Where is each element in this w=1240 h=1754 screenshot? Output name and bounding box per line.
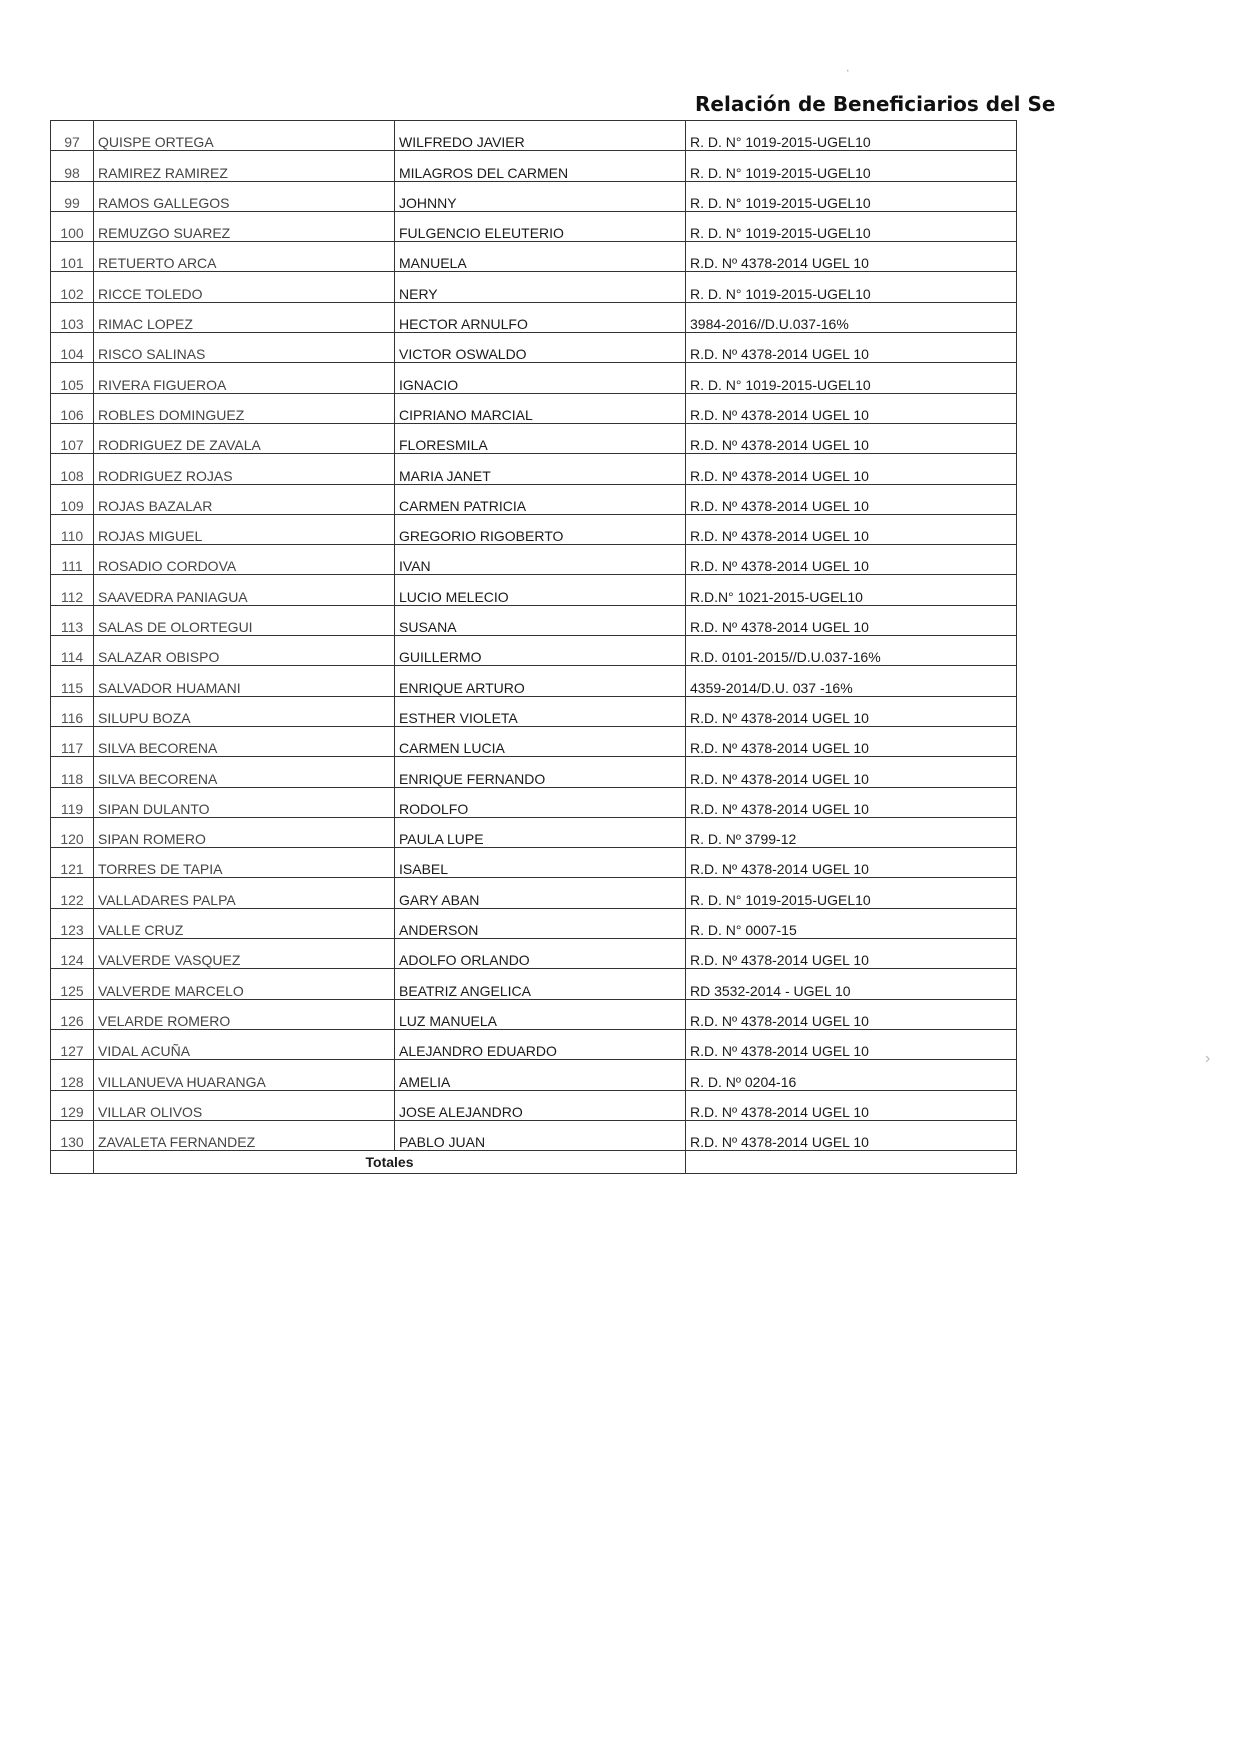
given-names-cell: MILAGROS DEL CARMEN	[395, 151, 686, 181]
surname-cell: VILLAR OLIVOS	[94, 1090, 395, 1120]
resolution-cell: R.D. Nº 4378-2014 UGEL 10	[686, 484, 1017, 514]
row-number: 120	[51, 817, 94, 847]
row-number: 104	[51, 333, 94, 363]
row-number: 126	[51, 999, 94, 1029]
resolution-cell: R.D. Nº 4378-2014 UGEL 10	[686, 939, 1017, 969]
totals-row	[51, 1151, 1017, 1174]
resolution-cell: R.D. Nº 4378-2014 UGEL 10	[686, 696, 1017, 726]
row-number: 100	[51, 211, 94, 241]
row-number: 103	[51, 302, 94, 332]
beneficiaries-table-body	[51, 121, 1017, 1174]
row-number: 124	[51, 939, 94, 969]
surname-cell: RAMOS GALLEGOS	[94, 181, 395, 211]
table-row	[51, 272, 1017, 302]
row-number: 116	[51, 696, 94, 726]
surname-cell: VALLE CRUZ	[94, 908, 395, 938]
row-number: 111	[51, 545, 94, 575]
table-row	[51, 302, 1017, 332]
surname-cell: VALVERDE MARCELO	[94, 969, 395, 999]
row-number: 113	[51, 605, 94, 635]
resolution-cell: R.D. Nº 4378-2014 UGEL 10	[686, 1120, 1017, 1150]
row-number: 130	[51, 1120, 94, 1150]
table-row	[51, 757, 1017, 787]
table-row	[51, 787, 1017, 817]
resolution-cell: R.D. Nº 4378-2014 UGEL 10	[686, 1029, 1017, 1059]
resolution-cell: R.D. 0101-2015//D.U.037-16%	[686, 636, 1017, 666]
given-names-cell: ANDERSON	[395, 908, 686, 938]
given-names-cell: JOSE ALEJANDRO	[395, 1090, 686, 1120]
totals-empty-cell	[51, 1151, 94, 1174]
surname-cell: SIPAN ROMERO	[94, 817, 395, 847]
given-names-cell: RODOLFO	[395, 787, 686, 817]
given-names-cell: JOHNNY	[395, 181, 686, 211]
table-row	[51, 969, 1017, 999]
resolution-cell: 4359-2014/D.U. 037 -16%	[686, 666, 1017, 696]
given-names-cell: ALEJANDRO EDUARDO	[395, 1029, 686, 1059]
table-row	[51, 666, 1017, 696]
given-names-cell: BEATRIZ ANGELICA	[395, 969, 686, 999]
table-row	[51, 211, 1017, 241]
beneficiaries-table	[50, 120, 1017, 1174]
row-number: 123	[51, 908, 94, 938]
table-row	[51, 1060, 1017, 1090]
row-number: 117	[51, 726, 94, 756]
row-number: 121	[51, 848, 94, 878]
given-names-cell: PABLO JUAN	[395, 1120, 686, 1150]
resolution-cell: R. D. N° 1019-2015-UGEL10	[686, 181, 1017, 211]
given-names-cell: ADOLFO ORLANDO	[395, 939, 686, 969]
table-row	[51, 817, 1017, 847]
resolution-cell: R.D. Nº 4378-2014 UGEL 10	[686, 605, 1017, 635]
row-number: 101	[51, 242, 94, 272]
scan-mark: ›	[1205, 1050, 1211, 1067]
surname-cell: ROBLES DOMINGUEZ	[94, 393, 395, 423]
table-row	[51, 696, 1017, 726]
given-names-cell: FULGENCIO ELEUTERIO	[395, 211, 686, 241]
row-number: 112	[51, 575, 94, 605]
table-row	[51, 575, 1017, 605]
row-number: 128	[51, 1060, 94, 1090]
resolution-cell: R.D. Nº 4378-2014 UGEL 10	[686, 454, 1017, 484]
surname-cell: RIMAC LOPEZ	[94, 302, 395, 332]
given-names-cell: HECTOR ARNULFO	[395, 302, 686, 332]
table-row	[51, 1120, 1017, 1150]
surname-cell: VIDAL ACUÑA	[94, 1029, 395, 1059]
table-row	[51, 121, 1017, 151]
table-row	[51, 848, 1017, 878]
given-names-cell: CARMEN LUCIA	[395, 726, 686, 756]
given-names-cell: GREGORIO RIGOBERTO	[395, 514, 686, 544]
row-number: 127	[51, 1029, 94, 1059]
given-names-cell: GARY ABAN	[395, 878, 686, 908]
resolution-cell: R.D.N° 1021-2015-UGEL10	[686, 575, 1017, 605]
surname-cell: RAMIREZ RAMIREZ	[94, 151, 395, 181]
given-names-cell: IVAN	[395, 545, 686, 575]
resolution-cell: R. D. N° 1019-2015-UGEL10	[686, 211, 1017, 241]
table-row	[51, 363, 1017, 393]
resolution-cell: R.D. Nº 4378-2014 UGEL 10	[686, 242, 1017, 272]
surname-cell: RICCE TOLEDO	[94, 272, 395, 302]
table-row	[51, 333, 1017, 363]
table-row	[51, 908, 1017, 938]
surname-cell: SIPAN DULANTO	[94, 787, 395, 817]
given-names-cell: CARMEN PATRICIA	[395, 484, 686, 514]
surname-cell: VILLANUEVA HUARANGA	[94, 1060, 395, 1090]
surname-cell: REMUZGO SUAREZ	[94, 211, 395, 241]
resolution-cell: R.D. Nº 4378-2014 UGEL 10	[686, 545, 1017, 575]
given-names-cell: ENRIQUE ARTURO	[395, 666, 686, 696]
given-names-cell: NERY	[395, 272, 686, 302]
given-names-cell: MANUELA	[395, 242, 686, 272]
scan-mark: ·	[845, 62, 851, 79]
table-row	[51, 514, 1017, 544]
resolution-cell: R.D. Nº 4378-2014 UGEL 10	[686, 423, 1017, 453]
row-number: 106	[51, 393, 94, 423]
surname-cell: SALAS DE OLORTEGUI	[94, 605, 395, 635]
given-names-cell: PAULA LUPE	[395, 817, 686, 847]
resolution-cell: R. D. Nº 3799-12	[686, 817, 1017, 847]
surname-cell: TORRES DE TAPIA	[94, 848, 395, 878]
table-row	[51, 454, 1017, 484]
given-names-cell: MARIA JANET	[395, 454, 686, 484]
table-row	[51, 393, 1017, 423]
document-title: Relación de Beneficiarios del Se	[695, 92, 1056, 116]
surname-cell: RETUERTO ARCA	[94, 242, 395, 272]
totals-value-cell	[686, 1151, 1017, 1174]
table-row	[51, 939, 1017, 969]
table-row	[51, 484, 1017, 514]
given-names-cell: ESTHER VIOLETA	[395, 696, 686, 726]
given-names-cell: AMELIA	[395, 1060, 686, 1090]
row-number: 98	[51, 151, 94, 181]
surname-cell: VELARDE ROMERO	[94, 999, 395, 1029]
surname-cell: ROJAS BAZALAR	[94, 484, 395, 514]
row-number: 110	[51, 514, 94, 544]
table-row	[51, 636, 1017, 666]
resolution-cell: R.D. Nº 4378-2014 UGEL 10	[686, 1090, 1017, 1120]
resolution-cell: R.D. Nº 4378-2014 UGEL 10	[686, 757, 1017, 787]
row-number: 108	[51, 454, 94, 484]
row-number: 114	[51, 636, 94, 666]
row-number: 105	[51, 363, 94, 393]
table-row	[51, 605, 1017, 635]
table-row	[51, 242, 1017, 272]
surname-cell: SILVA BECORENA	[94, 757, 395, 787]
table-row	[51, 878, 1017, 908]
given-names-cell: GUILLERMO	[395, 636, 686, 666]
resolution-cell: R. D. N° 1019-2015-UGEL10	[686, 363, 1017, 393]
table-row	[51, 545, 1017, 575]
given-names-cell: LUZ MANUELA	[395, 999, 686, 1029]
given-names-cell: CIPRIANO MARCIAL	[395, 393, 686, 423]
row-number: 115	[51, 666, 94, 696]
resolution-cell: R. D. Nº 0204-16	[686, 1060, 1017, 1090]
resolution-cell: R.D. Nº 4378-2014 UGEL 10	[686, 333, 1017, 363]
resolution-cell: 3984-2016//D.U.037-16%	[686, 302, 1017, 332]
resolution-cell: R.D. Nº 4378-2014 UGEL 10	[686, 787, 1017, 817]
resolution-cell: R.D. Nº 4378-2014 UGEL 10	[686, 999, 1017, 1029]
given-names-cell: FLORESMILA	[395, 423, 686, 453]
surname-cell: VALLADARES PALPA	[94, 878, 395, 908]
surname-cell: SILUPU BOZA	[94, 696, 395, 726]
row-number: 97	[51, 121, 94, 151]
table-row	[51, 726, 1017, 756]
given-names-cell: VICTOR OSWALDO	[395, 333, 686, 363]
given-names-cell: IGNACIO	[395, 363, 686, 393]
table-row	[51, 1090, 1017, 1120]
surname-cell: VALVERDE VASQUEZ	[94, 939, 395, 969]
row-number: 118	[51, 757, 94, 787]
resolution-cell: R.D. Nº 4378-2014 UGEL 10	[686, 848, 1017, 878]
resolution-cell: R.D. Nº 4378-2014 UGEL 10	[686, 393, 1017, 423]
row-number: 102	[51, 272, 94, 302]
resolution-cell: R. D. N° 1019-2015-UGEL10	[686, 151, 1017, 181]
resolution-cell: R. D. N° 1019-2015-UGEL10	[686, 272, 1017, 302]
surname-cell: SAAVEDRA PANIAGUA	[94, 575, 395, 605]
row-number: 122	[51, 878, 94, 908]
resolution-cell: R.D. Nº 4378-2014 UGEL 10	[686, 726, 1017, 756]
given-names-cell: ISABEL	[395, 848, 686, 878]
resolution-cell: R.D. Nº 4378-2014 UGEL 10	[686, 514, 1017, 544]
surname-cell: ZAVALETA FERNANDEZ	[94, 1120, 395, 1150]
resolution-cell: RD 3532-2014 - UGEL 10	[686, 969, 1017, 999]
surname-cell: ROSADIO CORDOVA	[94, 545, 395, 575]
row-number: 119	[51, 787, 94, 817]
surname-cell: ROJAS MIGUEL	[94, 514, 395, 544]
surname-cell: RODRIGUEZ DE ZAVALA	[94, 423, 395, 453]
surname-cell: RISCO SALINAS	[94, 333, 395, 363]
row-number: 125	[51, 969, 94, 999]
table-row	[51, 999, 1017, 1029]
row-number: 107	[51, 423, 94, 453]
surname-cell: QUISPE ORTEGA	[94, 121, 395, 151]
surname-cell: SILVA BECORENA	[94, 726, 395, 756]
table-row	[51, 1029, 1017, 1059]
surname-cell: SALAZAR OBISPO	[94, 636, 395, 666]
surname-cell: RIVERA FIGUEROA	[94, 363, 395, 393]
given-names-cell: ENRIQUE FERNANDO	[395, 757, 686, 787]
resolution-cell: R. D. N° 1019-2015-UGEL10	[686, 121, 1017, 151]
totals-label: Totales	[94, 1151, 686, 1174]
surname-cell: RODRIGUEZ ROJAS	[94, 454, 395, 484]
resolution-cell: R. D. N° 1019-2015-UGEL10	[686, 878, 1017, 908]
given-names-cell: LUCIO MELECIO	[395, 575, 686, 605]
row-number: 129	[51, 1090, 94, 1120]
table-row	[51, 181, 1017, 211]
given-names-cell: SUSANA	[395, 605, 686, 635]
row-number: 109	[51, 484, 94, 514]
table-row	[51, 151, 1017, 181]
row-number: 99	[51, 181, 94, 211]
surname-cell: SALVADOR HUAMANI	[94, 666, 395, 696]
given-names-cell: WILFREDO JAVIER	[395, 121, 686, 151]
table-row	[51, 423, 1017, 453]
resolution-cell: R. D. N° 0007-15	[686, 908, 1017, 938]
